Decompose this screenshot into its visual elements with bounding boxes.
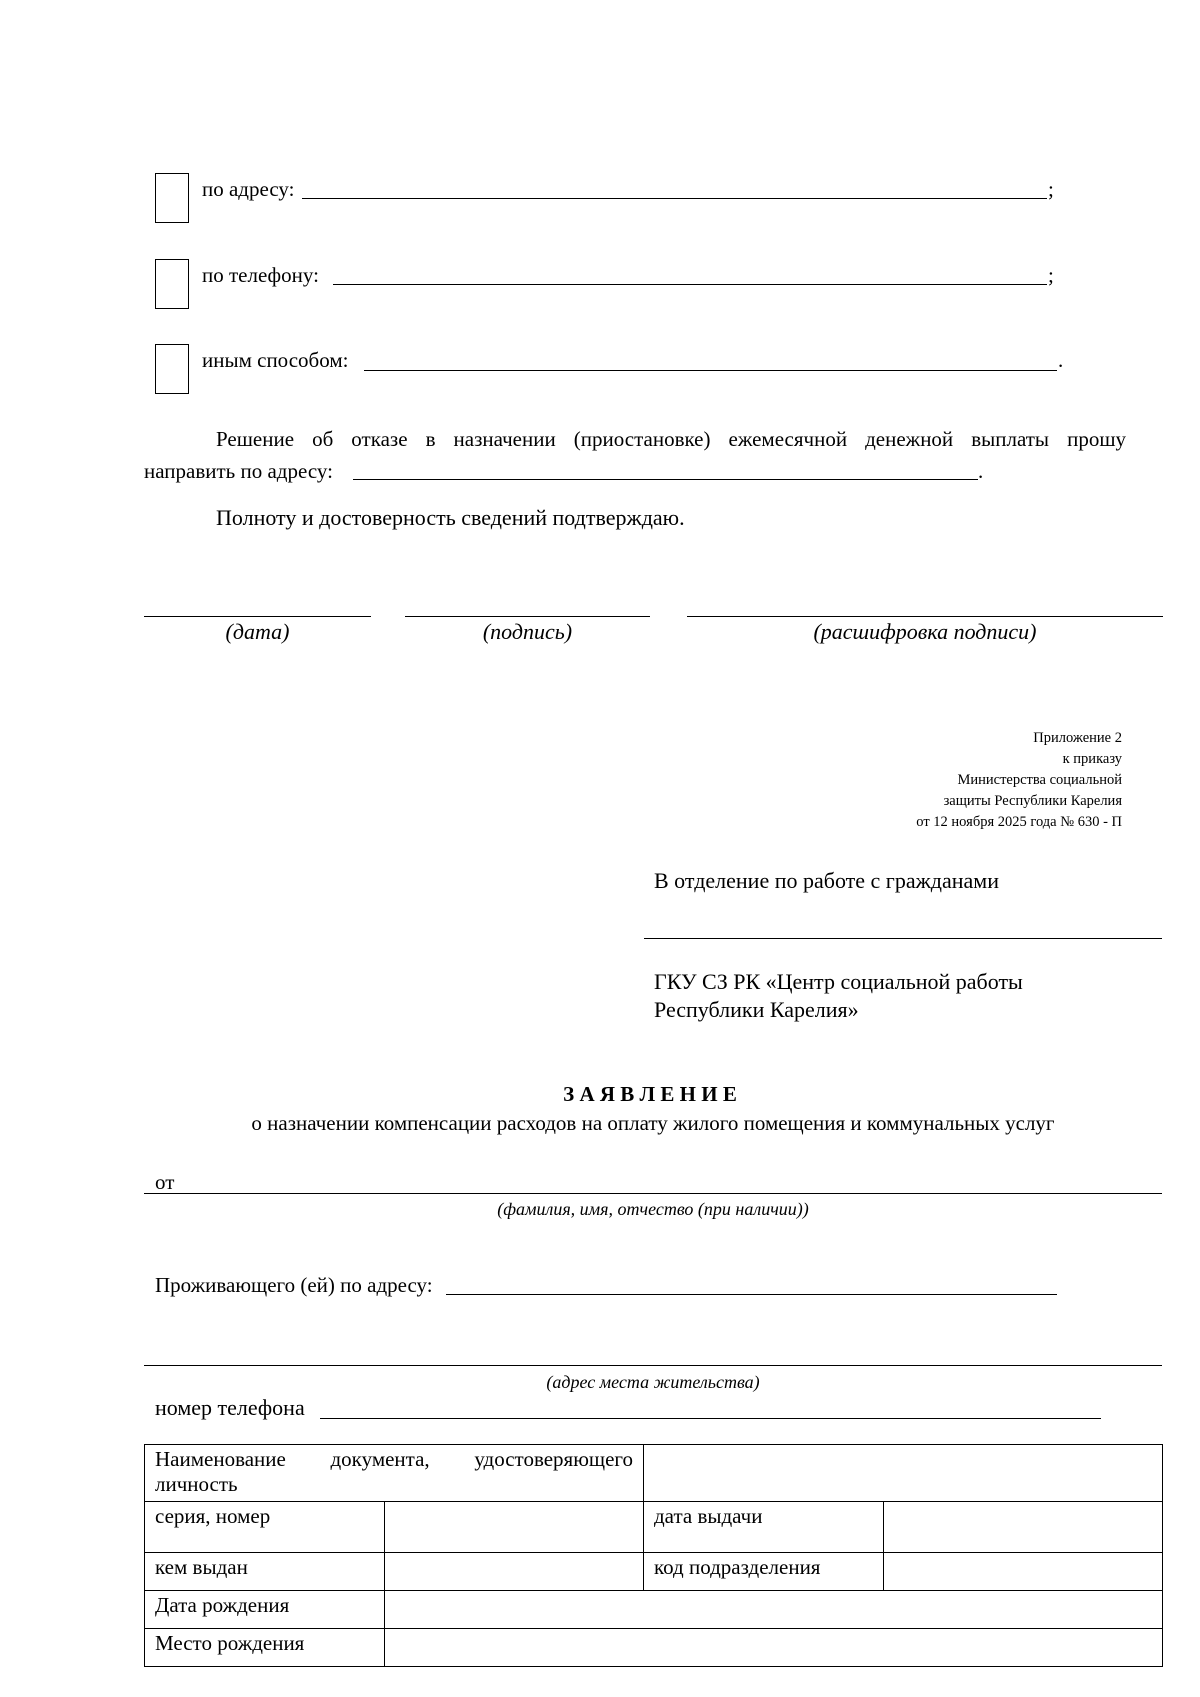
signature-decode-caption: (расшифровка подписи): [813, 619, 1037, 644]
series-value[interactable]: [385, 1502, 644, 1553]
issued-by-value[interactable]: [385, 1553, 644, 1591]
field-refusal-address-line[interactable]: [353, 479, 978, 480]
table-row: [145, 1445, 1163, 1502]
option-label-address: по адресу:: [202, 177, 295, 201]
date-line[interactable]: [144, 616, 371, 617]
refusal-end: .: [978, 459, 984, 483]
option-end-phone: ;: [1048, 263, 1054, 287]
division-code-label: код подразделения: [644, 1553, 884, 1591]
refusal-text-line1: Решение об отказе в назначении (приостановке) ежемесячной денежной выплаты прошу: [216, 427, 1126, 451]
option-label-other: иным способом:: [202, 348, 349, 372]
field-phone-line[interactable]: [333, 284, 1047, 285]
option-label-phone: по телефону:: [202, 263, 319, 287]
address-hint: (адрес места жительства): [546, 1372, 760, 1392]
birth-date-label: Дата рождения: [145, 1591, 385, 1629]
appendix-line: защиты Республики Карелия: [943, 793, 1122, 809]
doc-name-label-line1: Наименование документа, удостоверяющего: [155, 1447, 633, 1471]
birth-place-label: Место рождения: [145, 1629, 385, 1667]
appendix-line: к приказу: [1062, 751, 1122, 767]
id-document-table: [144, 1444, 1163, 1667]
field-phone-number-line[interactable]: [320, 1418, 1101, 1419]
application-title: З А Я В Л Е Н И Е: [563, 1082, 737, 1106]
table-row: [145, 1629, 1163, 1667]
checkbox-other-way[interactable]: [155, 344, 189, 394]
appendix-line: от 12 ноября 2025 года № 630 - П: [916, 814, 1122, 830]
date-caption: (дата): [225, 619, 290, 644]
table-row: [145, 1553, 1163, 1591]
checkbox-by-address[interactable]: [155, 173, 189, 223]
option-end-other: .: [1058, 348, 1064, 372]
appendix-line: Министерства социальной: [957, 772, 1122, 788]
field-address-line[interactable]: [302, 198, 1047, 199]
appendix-line: Приложение 2: [1033, 730, 1122, 746]
addressee-org-line1: ГКУ СЗ РК «Центр социальной работы: [654, 969, 1023, 994]
series-label: серия, номер: [145, 1502, 385, 1553]
field-fullname-line[interactable]: [144, 1193, 1162, 1194]
addressee-line1: В отделение по работе с гражданами: [654, 868, 999, 893]
doc-name-label-line2: личность: [155, 1472, 238, 1496]
signature-decode-line[interactable]: [687, 616, 1163, 617]
addressee-org-line2: Республики Карелия»: [654, 997, 859, 1022]
appendix-block: [722, 728, 1122, 833]
issue-date-value[interactable]: [884, 1502, 1163, 1553]
application-subtitle: о назначении компенсации расходов на оплату жилого помещения и коммунальных услуг: [251, 1111, 1055, 1135]
field-residing-line2[interactable]: [144, 1365, 1162, 1366]
signature-caption: (подпись): [482, 619, 573, 644]
birth-place-value[interactable]: [385, 1629, 1163, 1667]
confirm-text: Полноту и достоверность сведений подтверждаю.: [216, 505, 685, 530]
issue-date-label: дата выдачи: [644, 1502, 884, 1553]
addressee-blank-line[interactable]: [644, 938, 1162, 939]
field-other-line[interactable]: [364, 370, 1057, 371]
refusal-text-line2: направить по адресу:: [144, 459, 333, 483]
fullname-hint: (фамилия, имя, отчество (при наличии)): [497, 1199, 809, 1219]
option-end-address: ;: [1048, 177, 1054, 201]
doc-name-value[interactable]: [644, 1445, 1163, 1502]
from-label: от: [155, 1170, 175, 1194]
division-code-value[interactable]: [884, 1553, 1163, 1591]
checkbox-by-phone[interactable]: [155, 259, 189, 309]
residing-label: Проживающего (ей) по адресу:: [155, 1273, 433, 1297]
signature-line[interactable]: [405, 616, 650, 617]
field-residing-line[interactable]: [446, 1294, 1057, 1295]
birth-date-value[interactable]: [385, 1591, 1163, 1629]
table-row: [145, 1502, 1163, 1553]
issued-by-label: кем выдан: [145, 1553, 385, 1591]
phone-label: номер телефона: [155, 1395, 305, 1420]
table-row: [145, 1591, 1163, 1629]
doc-name-cell: [145, 1445, 644, 1502]
